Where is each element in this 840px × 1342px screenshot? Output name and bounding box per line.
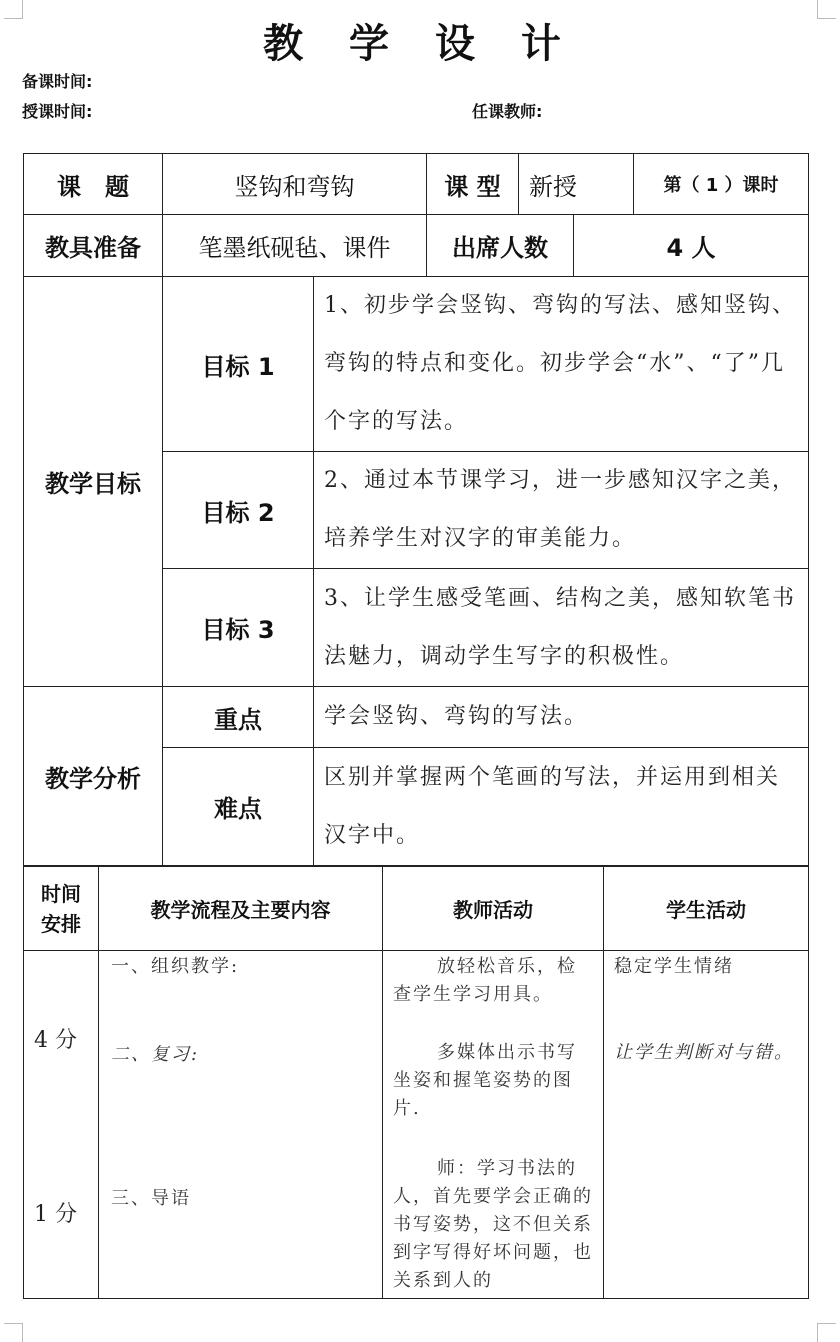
student-activity-1: 稳定学生情绪 — [614, 956, 734, 977]
objective-1-text: 1、初步学会竖钩、弯钩的写法、感知竖钩、弯钩的特点和变化。初步学会“水”、“了”几个字的写法。 — [314, 277, 809, 452]
teacher-activity-2: 多媒体出示书写坐姿和握笔姿势的图片. — [393, 1042, 577, 1119]
objective-2-text: 2、通过本节课学习，进一步感知汉字之美，培养学生对汉字的审美能力。 — [314, 452, 809, 569]
key-point-row — [24, 687, 809, 748]
teacher-header: 教师活动 — [383, 867, 604, 951]
tools-value: 笔墨纸砚毡、课件 — [163, 215, 427, 277]
content-header: 教学流程及主要内容 — [99, 867, 383, 951]
teacher-label: 任课教师: — [472, 102, 543, 121]
objective-3-text: 3、让学生感受笔画、结构之美，感知软笔书法魅力，调动学生写字的积极性。 — [314, 569, 809, 687]
step-organize: 一、组织教学: — [111, 956, 240, 977]
process-header-row — [24, 867, 809, 951]
time-b: 1 分 — [34, 1202, 77, 1227]
topic-row — [24, 154, 809, 215]
topic-label: 课 题 — [24, 154, 163, 215]
step-review: 二、复习: — [111, 1044, 200, 1065]
objective-row-1 — [24, 277, 809, 452]
student-cell — [604, 951, 809, 1299]
period-value: 第（ 1 ）课时 — [634, 154, 809, 215]
teacher-cell — [383, 951, 604, 1299]
attendance-label: 出席人数 — [427, 215, 574, 277]
prep-time-label: 备课时间: — [22, 72, 93, 91]
time-cell — [24, 951, 99, 1299]
teach-time-label: 授课时间: — [22, 102, 93, 121]
objective-2-label: 目标 2 — [163, 452, 314, 569]
teacher-activity-3: 师：学习书法的人，首先要学会正确的书写姿势，这不但关系到字写得好坏问题，也关系到人的 — [393, 1158, 593, 1291]
crop-mark-bottom-left — [4, 1323, 23, 1342]
tools-label: 教具准备 — [24, 215, 163, 277]
tools-row — [24, 215, 809, 277]
time-header: 时间安排 — [24, 867, 99, 951]
student-header: 学生活动 — [604, 867, 809, 951]
objective-3-label: 目标 3 — [163, 569, 314, 687]
type-value: 新授 — [519, 154, 634, 215]
type-label: 课 型 — [427, 154, 519, 215]
student-activity-2: 让学生判断对与错。 — [614, 1042, 794, 1063]
topic-value: 竖钩和弯钩 — [163, 154, 427, 215]
attendance-value: 4 人 — [574, 215, 809, 277]
teaching-process-table — [23, 866, 809, 1299]
content-cell — [99, 951, 383, 1299]
teacher-activity-1: 放轻松音乐，检查学生学习用具。 — [393, 956, 577, 1005]
analysis-label: 教学分析 — [24, 687, 163, 866]
time-a: 4 分 — [34, 1028, 77, 1053]
difficulty-label: 难点 — [163, 748, 314, 866]
process-body-row — [24, 951, 809, 1299]
key-point-label: 重点 — [163, 687, 314, 748]
key-point-text: 学会竖钩、弯钩的写法。 — [314, 687, 809, 748]
lesson-info-table — [23, 153, 809, 866]
objective-1-label: 目标 1 — [163, 277, 314, 452]
step-intro: 三、导语 — [111, 1188, 191, 1209]
difficulty-text: 区别并掌握两个笔画的写法，并运用到相关汉字中。 — [314, 748, 809, 866]
crop-mark-bottom-right — [817, 1323, 836, 1342]
page-title: 教 学 设 计 — [263, 21, 577, 67]
objectives-label: 教学目标 — [24, 277, 163, 687]
